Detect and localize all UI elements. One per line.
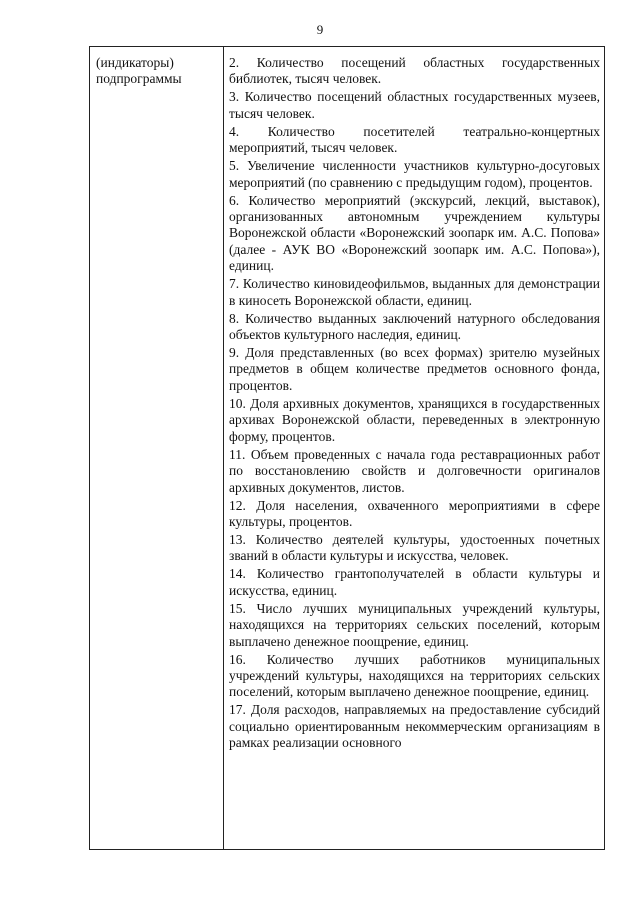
indicator-item-8: 8. Количество выданных заключений натурного обследования объектов культурного наследия, единиц. [229, 310, 600, 343]
row-header-line-1: (индикаторы) [96, 55, 174, 70]
indicator-item-13: 13. Количество деятелей культуры, удостоенных почетных званий в области культуры и искусства, человек. [229, 531, 600, 564]
indicator-list [229, 55, 600, 753]
indicator-item-5: 5. Увеличение численности участников культурно-досуговых мероприятий (по сравнению с предыдущим годом), процентов. [229, 158, 600, 190]
indicator-item-12: 12. Доля населения, охваченного мероприятиями в сфере культуры, процентов. [229, 497, 600, 529]
indicator-item-15: 15. Число лучших муниципальных учреждений культуры, находящихся на территориях сельских поселений, которым выплачено денежное поощрение, единиц. [229, 600, 600, 649]
page-number: 9 [316, 22, 324, 37]
indicator-item-14: 14. Количество грантополучателей в области культуры и искусства, единиц. [229, 566, 600, 598]
column-divider [223, 47, 224, 849]
indicators-table [89, 46, 605, 850]
indicator-item-11: 11. Объем проведенных с начала года реставрационных работ по восстановлению свойств и долговечности оригиналов архивных документов, листов. [229, 446, 600, 495]
indicator-item-16: 16. Количество лучших работников муниципальных учреждений культуры, находящихся на территориях сельских поселений, которым выплачено денежное поощрение, единиц. [229, 651, 600, 700]
row-header-cell [96, 55, 220, 87]
indicator-item-17: 17. Доля расходов, направляемых на предоставление субсидий социально ориентированным некоммерческим организациям в рамках реализации основного [229, 702, 600, 751]
indicator-item-3: 3. Количество посещений областных государственных музеев, тысяч человек. [229, 89, 600, 121]
indicator-item-10: 10. Доля архивных документов, хранящихся в государственных архивах Воронежской области, переведенных в электронную форму, процентов. [229, 395, 600, 444]
row-header-line-2: подпрограммы [96, 71, 182, 86]
indicator-item-9: 9. Доля представленных (во всех формах) зрителю музейных предметов в общем количестве предметов основного фонда, процентов. [229, 345, 600, 393]
indicator-item-2: 2. Количество посещений областных государственных библиотек, тысяч человек. [229, 55, 600, 87]
indicator-item-4: 4. Количество посетителей театрально-концертных мероприятий, тысяч человек. [229, 123, 600, 156]
indicator-item-7: 7. Количество киновидеофильмов, выданных для демонстрации в киносеть Воронежской области, единиц. [229, 276, 600, 308]
indicator-item-6: 6. Количество мероприятий (экскурсий, лекций, выставок), организованных автономным учреждением культуры Воронежской области «Воронежский зоопарк им. А.С. Попова» (далее - АУК ВО «Воронежский зоопарк им. А.С. Попова»), единиц. [229, 192, 600, 274]
